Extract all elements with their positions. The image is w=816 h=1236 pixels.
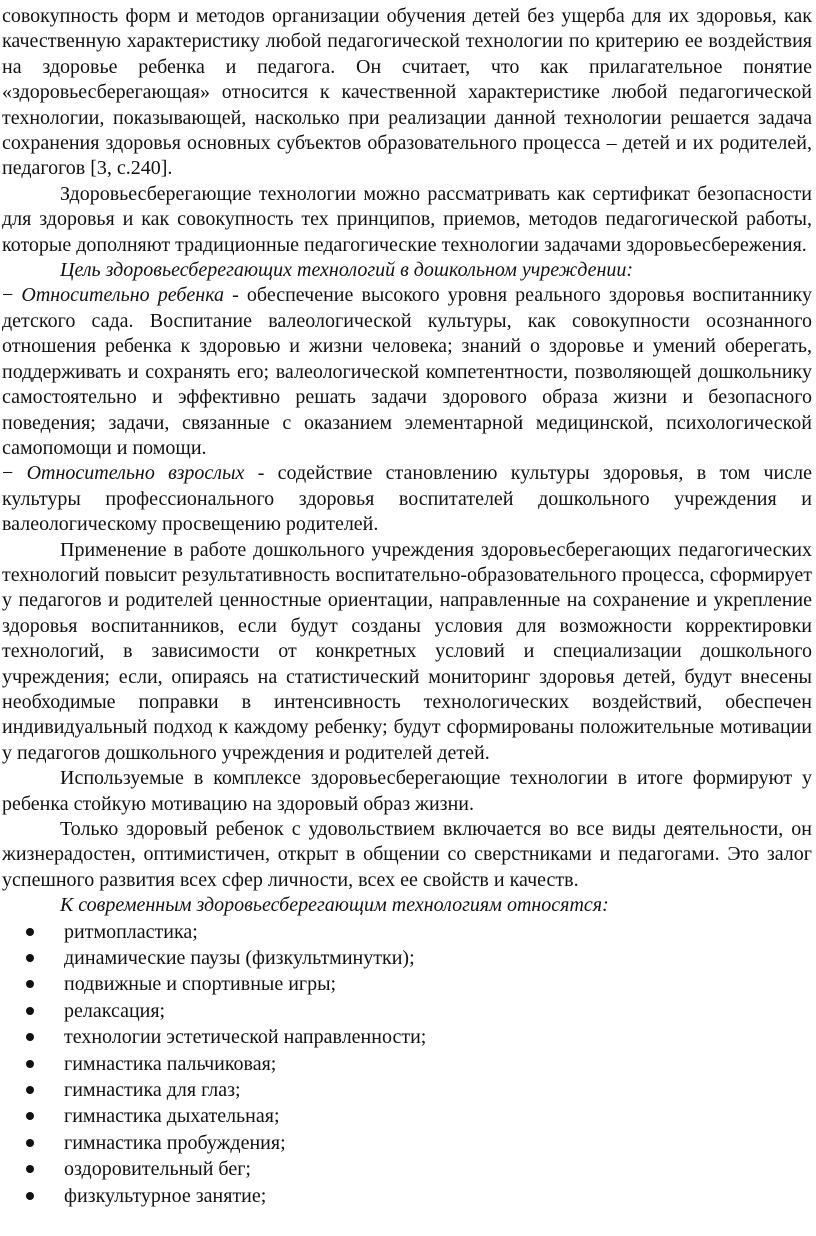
paragraph-motivation: Используемые в комплексе здоровьесберегающие технологии в итоге формируют у ребенка стойкую мотивацию на здоровый образ жизни. xyxy=(2,767,812,815)
bullet-icon xyxy=(26,954,34,962)
list-item: динамические паузы (физкультминутки); xyxy=(2,945,812,971)
list-item: гимнастика для глаз; xyxy=(2,1077,812,1103)
bullet-icon xyxy=(26,1139,34,1147)
technologies-heading: К современным здоровьесберегающим технологиям относятся: xyxy=(60,894,609,917)
bullet-icon xyxy=(26,1007,34,1015)
technologies-list xyxy=(2,919,812,1209)
paragraph-application: Применение в работе дошкольного учреждения здоровьесберегающих педагогических технологий повысит результативность воспитательно-образовательного процесса, сформирует у педагогов и родителей ценностные ориентации, направленные на сохранение и укрепление здоровья воспитанников, если будут созданы условия для возможности корректировки технологий, в зависимости от конкретных условий и специализации дошкольного учреждения; если, опираясь на статистический мониторинг здоровья детей, будут внесены необходимые поправки в интенсивность технологических воздействий, обеспечен индивидуальный подход к каждому ребенку; будут сформированы положительные мотивации у педагогов дошкольного учреждения и родителей детей. xyxy=(2,538,812,764)
bullet-icon xyxy=(26,980,34,988)
paragraph-intro-continuation: совокупность форм и методов организации обучения детей без ущерба для их здоровья, как качественную характеристику любой педагогической технологии по критерию ее воздействия на здоровье ребенка и педагога. Он считает, что как прилагательное понятие «здоровьесберегающая» относится к качественной характеристике любой педагогической технологии, показывающей, насколько при реализации данной технологии решается задача сохранения здоровья основных субъектов образовательного процесса – детей и их родителей, педагогов [3, с.240]. xyxy=(2,5,812,180)
goal-adult-item xyxy=(2,461,812,537)
paragraph-certificate: Здоровьесберегающие технологии можно рассматривать как сертификат безопасности для здоровья и как совокупность тех принципов, приемов, методов педагогической работы, которые дополняют традиционные педагогические технологии задачами здоровьесбережения. xyxy=(2,182,812,256)
paragraph-healthy-child: Только здоровый ребенок с удовольствием включается во все виды деятельности, он жизнерадостен, оптимистичен, открыт в общении со сверстниками и педагогами. Это залог успешного развития всех сфер личности, всех ее свойств и качеств. xyxy=(2,818,812,891)
bullet-icon xyxy=(26,928,34,936)
goal-child-item xyxy=(2,283,812,461)
dash-marker: − xyxy=(2,284,14,307)
list-item: гимнастика пробуждения; xyxy=(2,1130,812,1156)
goal-adult-label: Относительно взрослых xyxy=(26,462,245,485)
list-item: технологии эстетической направленности; xyxy=(2,1024,812,1050)
goal-heading: Цель здоровьесберегающих технологий в дошкольном учреждении: xyxy=(60,259,634,282)
list-item: релаксация; xyxy=(2,998,812,1024)
list-item: гимнастика дыхательная; xyxy=(2,1103,812,1129)
bullet-icon xyxy=(26,1086,34,1094)
list-item: физкультурное занятие; xyxy=(2,1183,812,1209)
list-item: ритмопластика; xyxy=(2,919,812,945)
bullet-icon xyxy=(26,1060,34,1068)
bullet-icon xyxy=(26,1112,34,1120)
goal-child-text: - обеспечение высокого уровня реального здоровья воспитаннику детского сада. Воспитание валеологической культуры, как совокупности осознанного отношения ребенка к здоровью и жизни человека; знаний о здоровье и умений оберегать, поддерживать и сохранять его; валеологической компетентности, позволяющей дошкольнику самостоятельно и эффективно решать задачи здорового образа жизни и безопасного поведения; задачи, связанные с оказанием элементарной медицинской, психологической самопомощи и помощи. xyxy=(2,284,812,459)
goal-adult-text: - содействие становлению культуры здоровья, в том числе культуры профессионального здоровья воспитателей дошкольного учреждения и валеологическому просвещению родителей. xyxy=(2,462,812,536)
bullet-icon xyxy=(26,1165,34,1173)
bullet-icon xyxy=(26,1033,34,1041)
bullet-icon xyxy=(26,1192,34,1200)
dash-marker: − xyxy=(2,462,14,485)
goal-child-label: Относительно ребенка xyxy=(21,284,225,307)
list-item: гимнастика пальчиковая; xyxy=(2,1051,812,1077)
list-item: оздоровительный бег; xyxy=(2,1156,812,1182)
list-item: подвижные и спортивные игры; xyxy=(2,971,812,997)
